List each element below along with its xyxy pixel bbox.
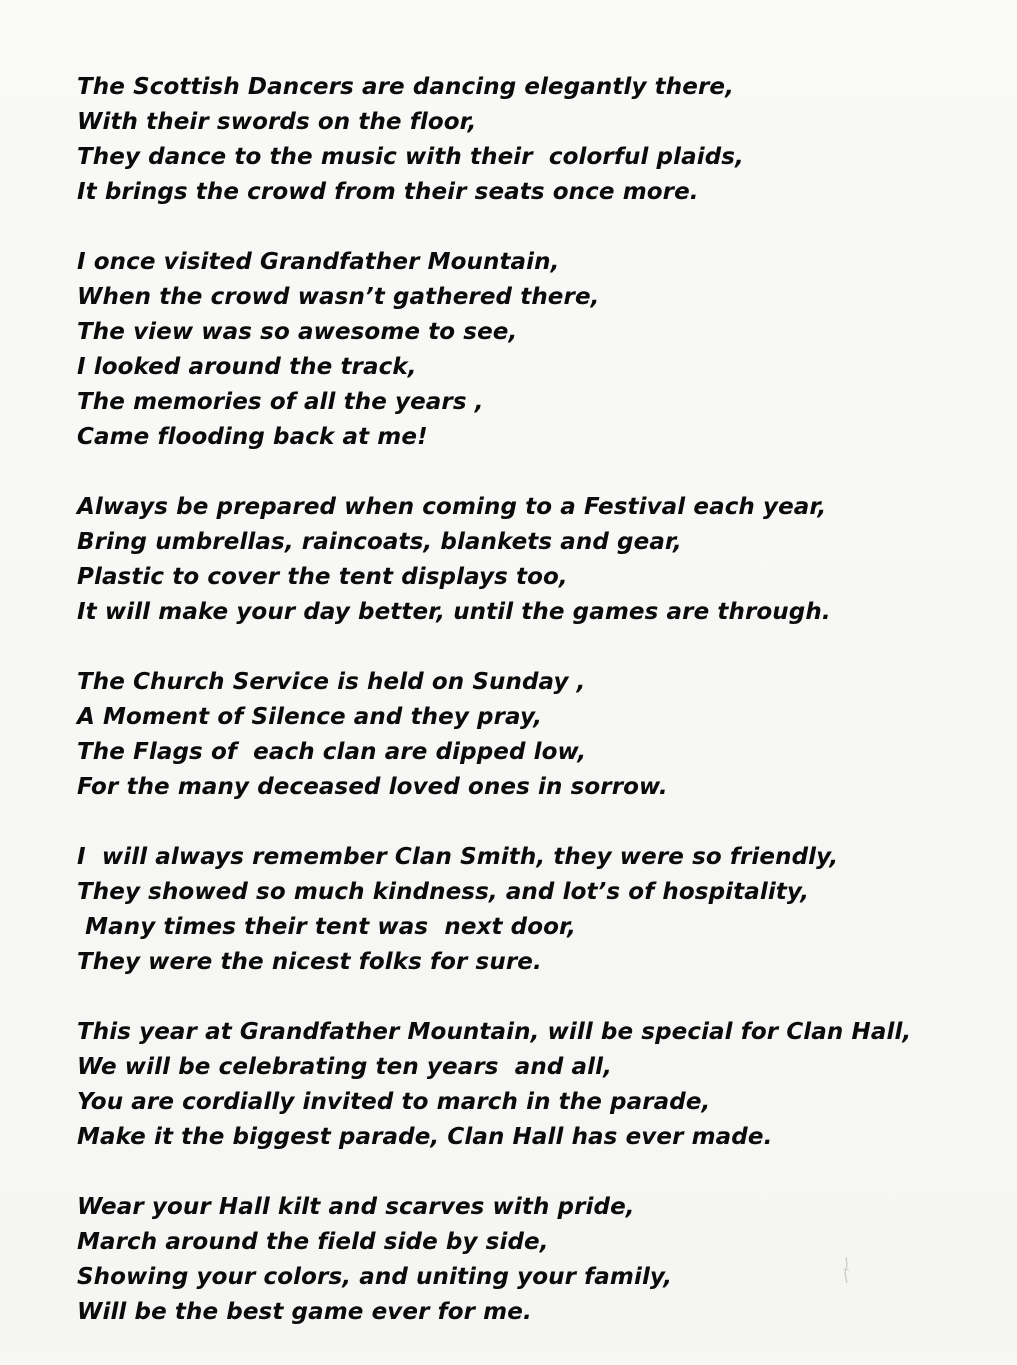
stanza-2	[77, 245, 977, 455]
poem-line: March around the field side by side,	[77, 1229, 549, 1255]
poem-line: I once visited Grandfather Mountain,	[77, 249, 560, 275]
poem-line: Will be the best game ever for me.	[77, 1299, 532, 1325]
poem-line: It will make your day better, until the games are through.	[77, 599, 831, 625]
poem-line: The Scottish Dancers are dancing elegantly there,	[77, 74, 734, 100]
poem-line: A Moment of Silence and they pray,	[77, 704, 543, 730]
poem-line: The memories of all the years ,	[77, 389, 484, 415]
poem-line: The view was so awesome to see,	[77, 319, 518, 345]
poem-line: For the many deceased loved ones in sorrow.	[77, 774, 668, 800]
poem-line: They were the nicest folks for sure.	[77, 949, 542, 975]
poem-line: The Church Service is held on Sunday ,	[77, 669, 586, 695]
poem	[77, 70, 977, 1365]
poem-line: Plastic to cover the tent displays too,	[77, 564, 568, 590]
stanza-4	[77, 665, 977, 805]
poem-line: Showing your colors, and uniting your family,	[77, 1264, 673, 1290]
stanza-6	[77, 1015, 977, 1155]
poem-line: Make it the biggest parade, Clan Hall has ever made.	[77, 1124, 773, 1150]
poem-line: It brings the crowd from their seats once more.	[77, 179, 699, 205]
stanza-1	[77, 70, 977, 210]
scan-mark	[840, 1255, 852, 1285]
poem-line: Many times their tent was next door,	[77, 914, 576, 940]
poem-line: When the crowd wasn’t gathered there,	[77, 284, 600, 310]
poem-line: They dance to the music with their colorful plaids,	[77, 144, 744, 170]
poem-line: I looked around the track,	[77, 354, 417, 380]
poem-line: This year at Grandfather Mountain, will be special for Clan Hall,	[77, 1019, 912, 1045]
poem-line: Always be prepared when coming to a Festival each year,	[77, 494, 827, 520]
poem-line: Came flooding back at me!	[77, 424, 428, 450]
stanza-3	[77, 490, 977, 630]
poem-line: I will always remember Clan Smith, they were so friendly,	[77, 844, 839, 870]
poem-line: You are cordially invited to march in the parade,	[77, 1089, 711, 1115]
poem-line: Wear your Hall kilt and scarves with pride,	[77, 1194, 635, 1220]
stanza-5	[77, 840, 977, 980]
poem-line: The Flags of each clan are dipped low,	[77, 739, 587, 765]
poem-line: With their swords on the floor,	[77, 109, 477, 135]
poem-line: They showed so much kindness, and lot’s of hospitality,	[77, 879, 810, 905]
poem-line: We will be celebrating ten years and all,	[77, 1054, 612, 1080]
poem-line: Bring umbrellas, raincoats, blankets and gear,	[77, 529, 682, 555]
